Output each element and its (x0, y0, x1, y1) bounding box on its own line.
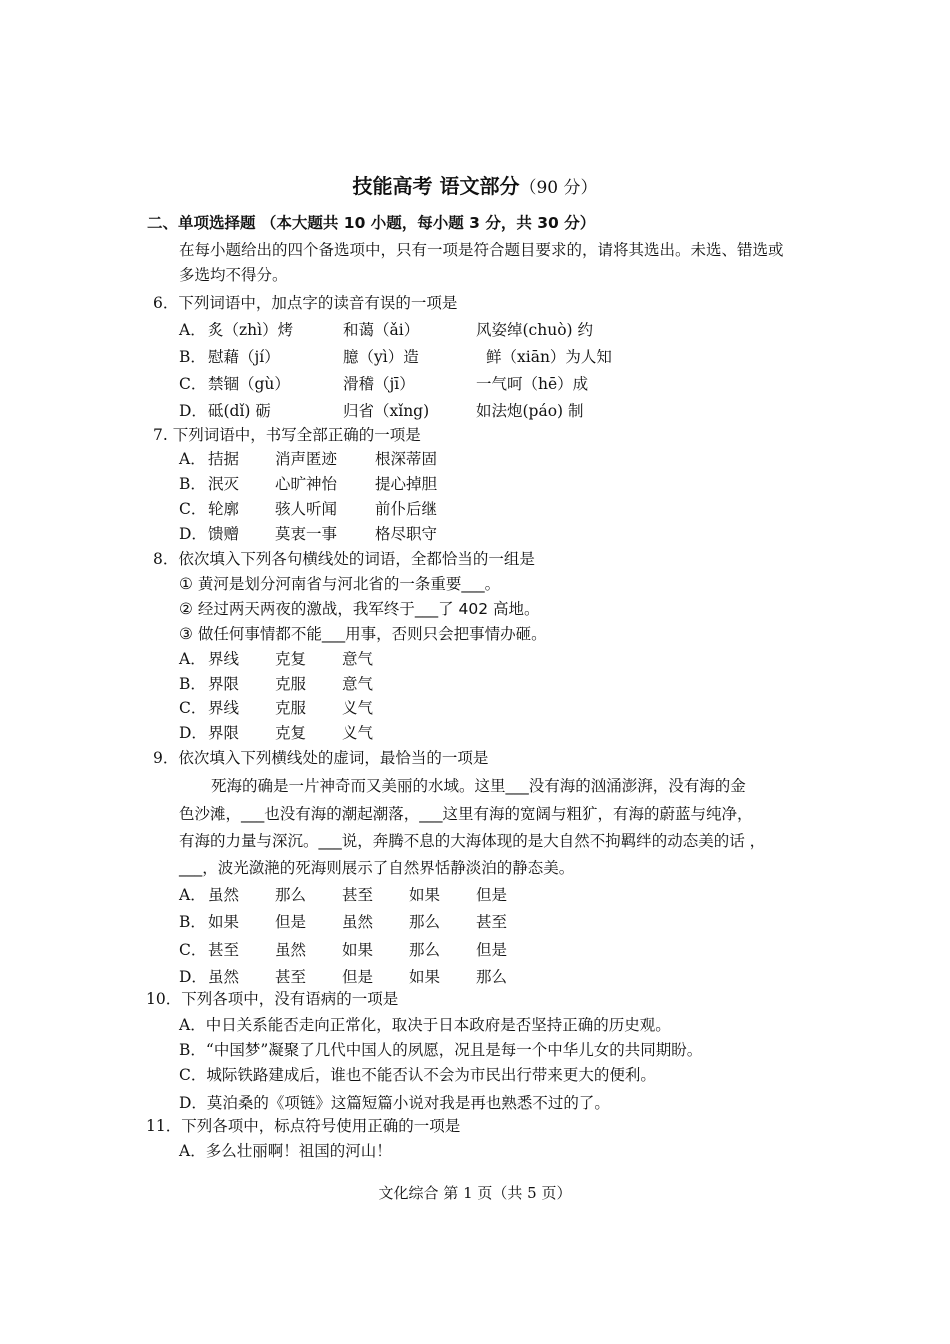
q7-option-d-2: 莫衷一事 (275, 525, 338, 543)
q6-option-c-2: 滑稽（jī） (343, 375, 415, 393)
q6-option-a-1: 炙（zhì）烤 (208, 321, 294, 339)
q7-option-d-3: 格尽职守 (375, 525, 438, 543)
q9-option-b-w2: 但是 (275, 913, 307, 931)
question-9-stem: 9．依次填入下列横线处的虚词，最恰当的一项是 (153, 749, 489, 767)
q6-option-a-2: 和蔼（ǎi） (343, 321, 420, 339)
section-instruction-2: 多选均不得分。 (179, 266, 288, 284)
q9-passage-line-3: 有海的力量与深沉。___说，奔腾不息的大海体现的是大自然不拘羁绊的动态美的话 ， (179, 832, 766, 850)
q7-option-b-label: B． (179, 475, 206, 493)
q7-option-c-label: C． (179, 500, 207, 518)
q8-option-b-3: 意气 (342, 675, 374, 693)
q7-option-b-2: 心旷神怡 (275, 475, 338, 493)
q9-option-d-w4: 如果 (409, 968, 441, 986)
question-8-stem: 8．依次填入下列各句横线处的词语，全都恰当的一组是 (153, 550, 535, 568)
q6-option-a-3: 风姿绰(chuò) 约 (476, 321, 593, 339)
q8-option-b-1: 界限 (208, 675, 240, 693)
q7-option-b-1: 泯灭 (208, 475, 240, 493)
q9-passage-line-2: 色沙滩，___也没有海的潮起潮落，___这里有海的宽阔与粗犷，有海的蔚蓝与纯净， (179, 805, 753, 823)
q8-option-c-1: 界线 (208, 699, 240, 717)
q7-option-d-label: D． (179, 525, 207, 543)
q6-option-d-1: 砥(dǐ) 砺 (208, 402, 271, 420)
q9-option-c-w1: 甚至 (208, 941, 240, 959)
q9-option-d-w3: 但是 (342, 968, 374, 986)
q6-option-b-1: 慰藉（jí） (208, 348, 280, 366)
q9-passage-line-4: ___，波光潋滟的死海则展示了自然界恬静淡泊的静态美。 (179, 859, 575, 877)
q7-option-a-2: 消声匿迹 (275, 450, 338, 468)
q6-option-c-3: 一气呵（hē）成 (476, 375, 589, 393)
q9-option-b-w5: 甚至 (476, 913, 508, 931)
q9-option-b-label: B． (179, 913, 206, 931)
q9-option-b-w1: 如果 (208, 913, 240, 931)
q8-sentence-1: ① 黄河是划分河南省与河北省的一条重要___。 (179, 575, 501, 593)
q8-option-c-3: 义气 (342, 699, 374, 717)
q9-option-c-w3: 如果 (342, 941, 374, 959)
q9-option-d-w2: 甚至 (275, 968, 307, 986)
q10-option-c: C．城际铁路建成后，谁也不能否认不会为市民出行带来更大的便利。 (179, 1066, 656, 1084)
q7-option-a-label: A． (179, 450, 206, 468)
question-11-stem: 11．下列各项中，标点符号使用正确的一项是 (146, 1117, 461, 1135)
q9-option-a-w4: 如果 (409, 886, 441, 904)
q8-option-a-2: 克复 (275, 650, 307, 668)
q8-option-c-2: 克服 (275, 699, 307, 717)
q8-option-a-1: 界线 (208, 650, 240, 668)
q9-option-d-w5: 那么 (476, 968, 508, 986)
q6-option-b-label: B． (179, 348, 206, 366)
q6-option-c-label: C． (179, 375, 207, 393)
q7-option-a-1: 拮据 (208, 450, 240, 468)
q9-option-d-label: D． (179, 968, 207, 986)
q6-option-d-3: 如法炮(páo) 制 (476, 402, 584, 420)
q6-option-a-label: A． (179, 321, 206, 339)
q8-option-a-label: A． (179, 650, 206, 668)
q8-option-c-label: C． (179, 699, 207, 717)
q11-option-a: A．多么壮丽啊！祖国的河山！ (179, 1142, 392, 1160)
q8-option-b-label: B． (179, 675, 206, 693)
q10-option-a: A．中日关系能否走向正常化，取决于日本政府是否坚持正确的历史观。 (179, 1016, 671, 1034)
q6-option-d-label: D． (179, 402, 207, 420)
q9-option-a-w1: 虽然 (208, 886, 240, 904)
question-7-stem: 7. 下列词语中，书写全部正确的一项是 (153, 426, 421, 444)
q9-option-c-w4: 那么 (409, 941, 441, 959)
q8-option-d-2: 克复 (275, 724, 307, 742)
q7-option-c-2: 骇人听闻 (275, 500, 338, 518)
q9-option-b-w3: 虽然 (342, 913, 374, 931)
q8-option-d-3: 义气 (342, 724, 374, 742)
q7-option-c-1: 轮廓 (208, 500, 240, 518)
q9-option-b-w4: 那么 (409, 913, 441, 931)
q6-option-b-3: 鲜（xiān）为人知 (486, 348, 612, 366)
q7-option-a-3: 根深蒂固 (375, 450, 438, 468)
exam-title: 技能高考 语文部分 (352, 174, 520, 198)
section-instruction-1: 在每小题给出的四个备选项中，只有一项是符合题目要求的，请将其选出。未选、错选或 (179, 241, 784, 259)
q9-option-a-w2: 那么 (275, 886, 307, 904)
q7-option-d-1: 馈赠 (208, 525, 240, 543)
q7-option-c-3: 前仆后继 (375, 500, 438, 518)
q8-option-d-label: D． (179, 724, 207, 742)
q8-option-b-2: 克服 (275, 675, 307, 693)
q9-option-c-label: C． (179, 941, 207, 959)
q8-option-d-1: 界限 (208, 724, 240, 742)
page-title (0, 176, 950, 198)
q10-option-b: B．“中国梦”凝聚了几代中国人的夙愿，况且是每一个中华儿女的共同期盼。 (179, 1041, 703, 1059)
exam-score: （90 分） (519, 178, 598, 198)
q9-option-c-w2: 虽然 (275, 941, 307, 959)
q7-option-b-3: 提心掉胆 (375, 475, 438, 493)
q9-option-a-w3: 甚至 (342, 886, 374, 904)
q9-option-a-w5: 但是 (476, 886, 508, 904)
q6-option-b-2: 臆（yì）造 (343, 348, 419, 366)
question-6-stem: 6．下列词语中，加点字的读音有误的一项是 (153, 294, 458, 312)
q9-passage-line-1: 死海的确是一片神奇而又美丽的水域。这里___没有海的汹涌澎湃，没有海的金 (211, 777, 746, 795)
question-10-stem: 10．下列各项中，没有语病的一项是 (146, 990, 399, 1008)
q8-sentence-2: ② 经过两天两夜的激战，我军终于___了 402 高地。 (179, 600, 540, 618)
q10-option-d: D．莫泊桑的《项链》这篇短篇小说对我是再也熟悉不过的了。 (179, 1094, 610, 1112)
q8-sentence-3: ③ 做任何事情都不能___用事，否则只会把事情办砸。 (179, 625, 547, 643)
q9-option-a-label: A． (179, 886, 206, 904)
q6-option-c-1: 禁锢（gù） (208, 375, 290, 393)
section-heading: 二、单项选择题 （本大题共 10 小题，每小题 3 分，共 30 分） (147, 214, 596, 232)
q9-option-c-w5: 但是 (476, 941, 508, 959)
q8-option-a-3: 意气 (342, 650, 374, 668)
page-footer: 文化综合 第 1 页（共 5 页） (378, 1184, 572, 1202)
q6-option-d-2: 归省（xǐng) (343, 402, 430, 420)
q9-option-d-w1: 虽然 (208, 968, 240, 986)
